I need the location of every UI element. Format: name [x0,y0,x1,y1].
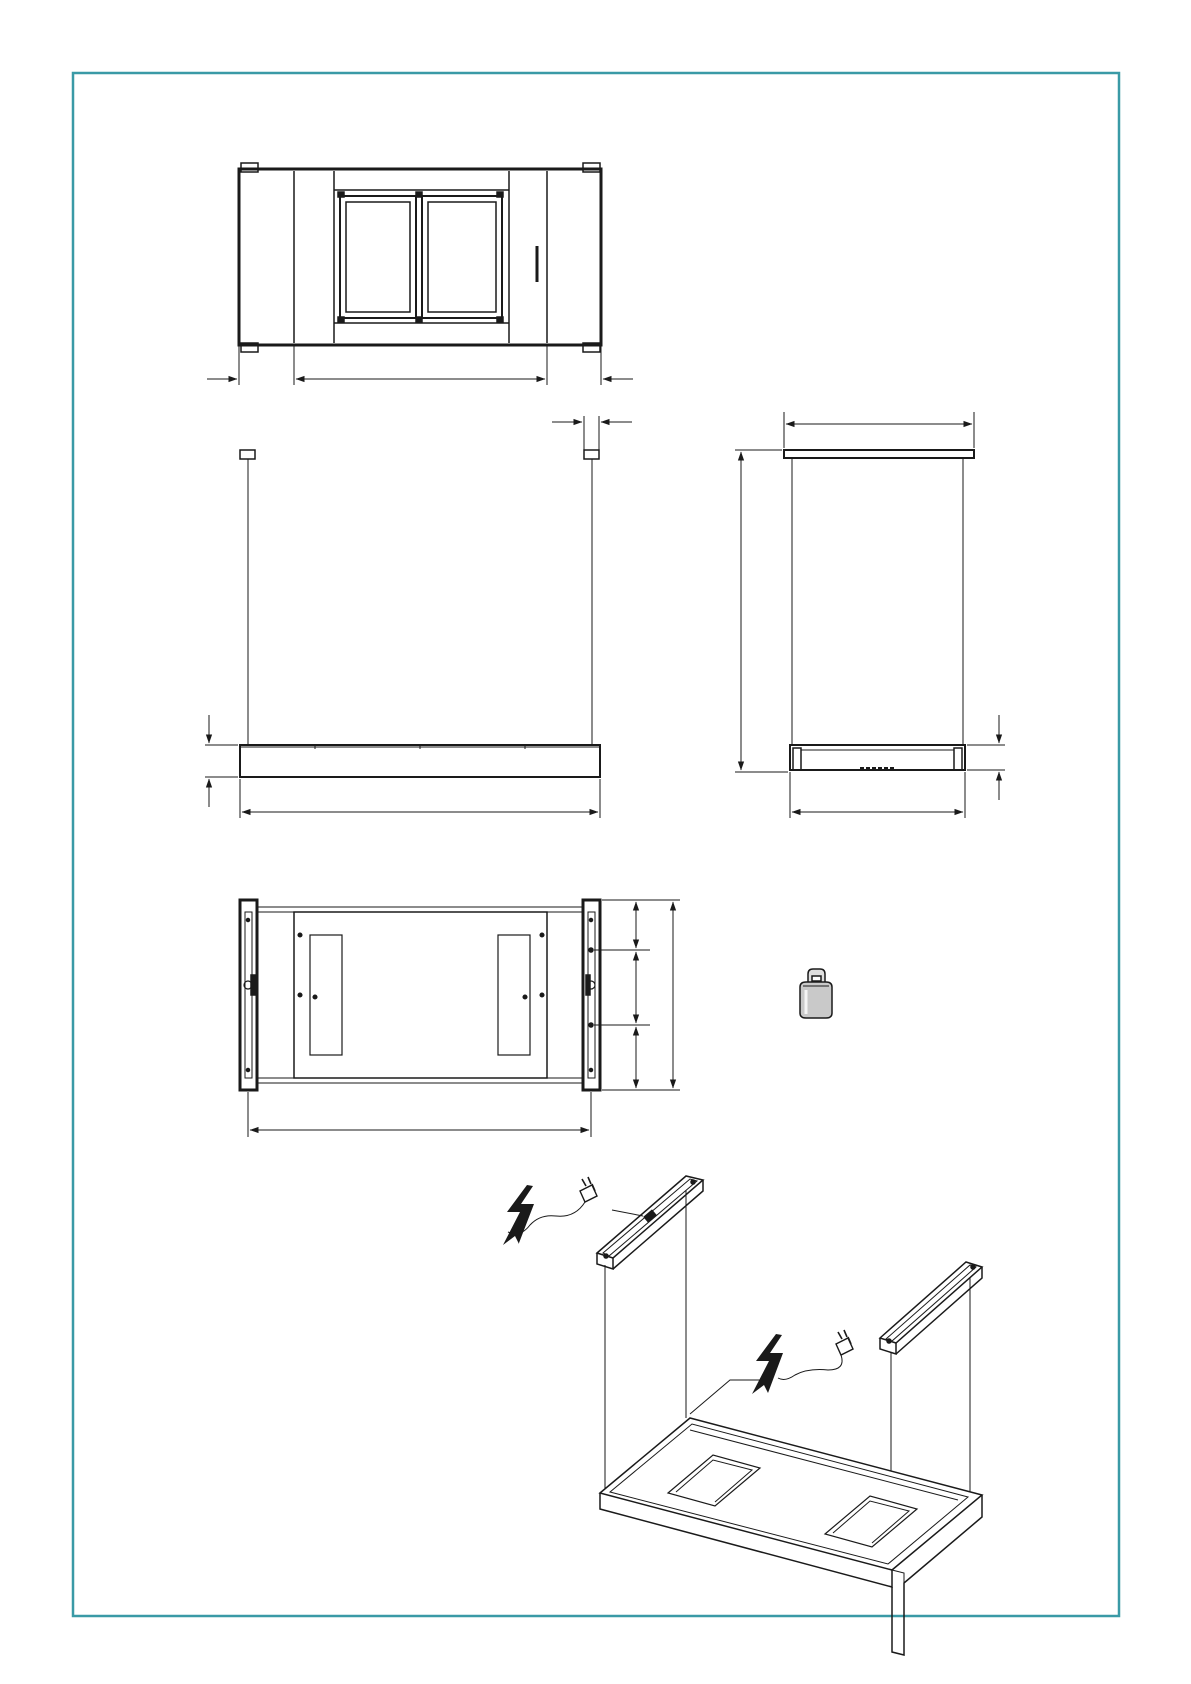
top-view [239,163,601,352]
front-view-dimensions [205,416,632,818]
ceiling-bracket-iso-right [880,1262,982,1354]
lightning-icon [752,1334,783,1394]
installation-view [597,1176,982,1655]
front-view [240,450,600,777]
lightning-icon [503,1185,534,1245]
ceiling-bracket-iso-left [597,1176,703,1269]
side-view [784,450,974,770]
filter-panel-left [340,196,416,318]
ceiling-view [240,900,600,1090]
top-view-dimensions [207,345,633,385]
weight-icon [800,969,832,1018]
filter-panel-right [422,196,502,318]
plug-icon [778,1330,853,1379]
page-frame [73,73,1119,1616]
